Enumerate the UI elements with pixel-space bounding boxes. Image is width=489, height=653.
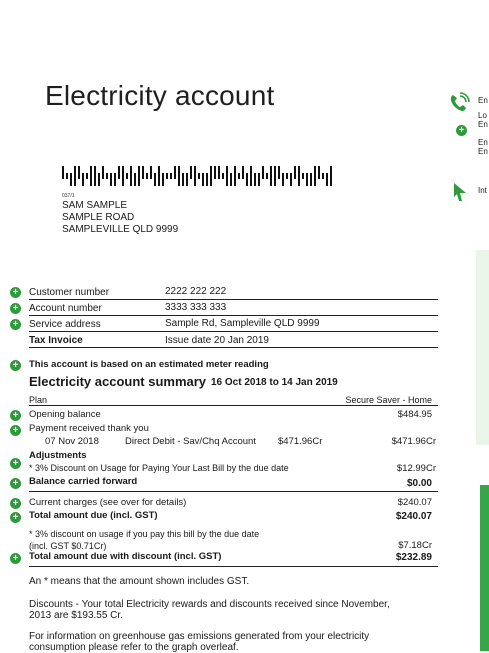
sidebar-line-5: En: [478, 147, 488, 156]
barcode-bar: [126, 173, 128, 179]
barcode-bar: [202, 173, 204, 186]
barcode-bar: [298, 166, 300, 186]
barcode-bar: [326, 173, 328, 186]
barcode-bar: [226, 166, 228, 186]
mailing-code: 037/1: [62, 193, 75, 199]
barcode-bar: [330, 166, 332, 186]
service-address-label: Service address: [29, 319, 101, 330]
barcode-bar: [314, 166, 316, 186]
plan-label: Plan: [29, 395, 48, 405]
barcode-bar: [302, 173, 304, 179]
sidebar-line-6: Int: [478, 186, 487, 195]
barcode-bar: [142, 166, 144, 179]
barcode-bar: [166, 173, 168, 179]
barcode-bar: [138, 166, 140, 186]
barcode-bar: [282, 173, 284, 186]
barcode-bar: [262, 166, 264, 179]
plus-icon: +: [10, 360, 21, 371]
barcode-bar: [238, 173, 240, 179]
barcode-bar: [306, 173, 308, 186]
customer-number-label: Customer number: [29, 287, 110, 298]
barcode-bar: [234, 166, 236, 186]
barcode-bar: [218, 166, 220, 179]
barcode-bar: [98, 173, 100, 186]
barcode-bar: [146, 173, 148, 179]
barcode-bar: [190, 166, 192, 179]
phone-icon: [448, 92, 470, 114]
payment-amount-inline: $471.96Cr: [278, 436, 323, 447]
barcode-bar: [162, 173, 164, 186]
divider: [29, 405, 438, 406]
barcode-bar: [90, 166, 92, 186]
barcode-bar: [66, 173, 68, 179]
postal-barcode: [62, 166, 336, 186]
barcode-bar: [270, 166, 272, 186]
tax-invoice-label: Tax Invoice: [29, 335, 83, 346]
barcode-bar: [186, 173, 188, 186]
customer-number-value: 2222 222 222: [165, 286, 227, 297]
sidebar-line-3: En: [478, 120, 488, 129]
barcode-bar: [318, 166, 320, 179]
issue-date: Issue date 20 Jan 2019: [165, 335, 269, 346]
payment-label: Payment received thank you: [29, 423, 149, 434]
account-number-value: 3333 333 333: [165, 302, 227, 313]
barcode-bar: [178, 166, 180, 186]
barcode-bar: [222, 173, 224, 179]
ghg-note-line-1: For information on greenhouse gas emissions generated from your electricity: [29, 631, 370, 642]
plan-value: Secure Saver - Home: [345, 395, 432, 405]
barcode-bar: [266, 173, 268, 179]
current-charges-value: $240.07: [397, 497, 432, 508]
plus-icon: +: [456, 125, 467, 136]
divider: [29, 331, 438, 332]
gst-note: An * means that the amount shown includes GST.: [29, 576, 250, 587]
account-number-label: Account number: [29, 303, 102, 314]
cursor-arrow-icon: [453, 182, 467, 202]
summary-title: Electricity account summary: [29, 374, 207, 389]
barcode-bar: [278, 166, 280, 179]
barcode-bar: [250, 166, 252, 186]
sidebar-line-2: Lo: [478, 111, 487, 120]
discount-line-2: (incl. GST $0.71Cr): [29, 541, 107, 551]
barcode-bar: [230, 173, 232, 186]
barcode-bar: [78, 166, 80, 179]
barcode-bar: [118, 166, 120, 179]
estimate-notice: This account is based on an estimated meter reading: [29, 359, 269, 370]
plus-icon: +: [10, 287, 21, 298]
opening-balance-value: $484.95: [397, 409, 432, 420]
barcode-bar: [214, 166, 216, 179]
barcode-bar: [194, 166, 196, 186]
discount-amount: $7.18Cr: [398, 540, 432, 551]
barcode-bar: [182, 173, 184, 186]
total-with-discount-value: $232.89: [395, 552, 432, 563]
barcode-bar: [158, 166, 160, 186]
plus-icon: +: [10, 303, 21, 314]
barcode-bar: [150, 166, 152, 179]
discounts-note-line-1: Discounts - Your total Electricity rewards and discounts received since November,: [29, 599, 390, 610]
barcode-bar: [242, 166, 244, 179]
plus-icon: +: [10, 512, 21, 523]
barcode-bar: [110, 173, 112, 186]
total-due-value: $240.07: [395, 511, 432, 522]
plus-icon: +: [10, 498, 21, 509]
barcode-bar: [246, 173, 248, 186]
plus-icon: +: [10, 478, 21, 489]
barcode-bar: [294, 166, 296, 179]
opening-balance-label: Opening balance: [29, 409, 101, 420]
barcode-bar: [86, 173, 88, 179]
balance-carried-forward-value: $0.00: [406, 478, 432, 489]
barcode-bar: [210, 166, 212, 186]
barcode-bar: [62, 166, 64, 179]
barcode-bar: [130, 166, 132, 186]
barcode-bar: [310, 173, 312, 186]
mailing-name: SAM SAMPLE: [62, 200, 128, 211]
barcode-bar: [258, 173, 260, 186]
current-charges-label: Current charges (see over for details): [29, 497, 187, 508]
barcode-bar: [154, 173, 156, 186]
divider: [29, 347, 438, 348]
barcode-bar: [286, 173, 288, 179]
side-panel-light: [476, 250, 489, 445]
barcode-bar: [170, 173, 172, 179]
plus-icon: +: [10, 410, 21, 421]
side-panel-green: [480, 485, 489, 651]
total-with-discount-label: Total amount due with discount (incl. GST): [29, 551, 222, 562]
barcode-bar: [94, 166, 96, 186]
barcode-bar: [174, 166, 176, 179]
balance-carried-forward-label: Balance carried forward: [29, 476, 138, 487]
payment-method: Direct Debit - Sav/Chq Account: [125, 436, 256, 447]
barcode-bar: [74, 166, 76, 186]
discount-line-1: * 3% discount on usage if you pay this bill by the due date: [29, 529, 260, 539]
document-title: Electricity account: [45, 80, 275, 111]
barcode-bar: [70, 173, 72, 186]
barcode-bar: [206, 173, 208, 186]
payment-amount: $471.96Cr: [391, 436, 436, 447]
plus-icon: +: [10, 553, 21, 564]
total-due-label: Total amount due (incl. GST): [29, 510, 158, 521]
barcode-bar: [274, 166, 276, 186]
barcode-bar: [122, 166, 124, 186]
mailing-street: SAMPLE ROAD: [62, 212, 135, 223]
plus-icon: +: [10, 319, 21, 330]
barcode-bar: [114, 173, 116, 186]
discounts-note-line-2: 2013 are $193.55 Cr.: [29, 610, 123, 621]
divider: [29, 299, 438, 300]
barcode-bar: [254, 173, 256, 186]
sidebar-line-4: En: [478, 138, 488, 147]
barcode-bar: [198, 173, 200, 179]
service-address-value: Sample Rd, Sampleville QLD 9999: [165, 318, 320, 329]
adjustment-amount: $12.99Cr: [396, 463, 436, 474]
sidebar-line-1: En: [478, 96, 488, 105]
divider: [29, 566, 438, 567]
payment-date: 07 Nov 2018: [45, 436, 99, 447]
barcode-bar: [322, 173, 324, 179]
plus-icon: +: [10, 425, 21, 436]
divider: [29, 315, 438, 316]
barcode-bar: [82, 173, 84, 186]
adjustment-description: * 3% Discount on Usage for Paying Your Last Bill by the due date: [29, 463, 289, 473]
summary-period: 16 Oct 2018 to 14 Jan 2019: [211, 377, 338, 388]
divider: [29, 491, 438, 492]
ghg-note-line-2: consumption please refer to the graph overleaf.: [29, 642, 239, 653]
barcode-bar: [106, 173, 108, 179]
barcode-bar: [134, 173, 136, 186]
mailing-city: SAMPLEVILLE QLD 9999: [62, 224, 179, 235]
barcode-bar: [102, 166, 104, 179]
adjustments-label: Adjustments: [29, 450, 87, 461]
plus-icon: +: [10, 458, 21, 469]
barcode-bar: [290, 173, 292, 186]
